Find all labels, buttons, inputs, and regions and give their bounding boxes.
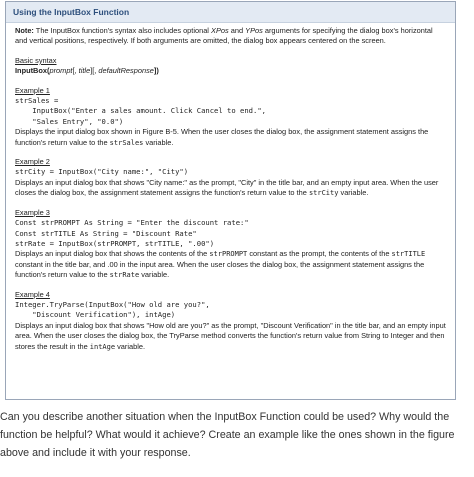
example-3-desc-v2: strTITLE [391,250,426,259]
example-3-desc-v3: strRate [109,271,140,280]
example-2-heading: Example 2 [15,157,50,167]
syntax-prompt: prompt [49,66,73,76]
example-3-description [15,249,446,280]
example-4-desc-var: intAge [89,342,116,351]
note-label: Note: [15,26,34,35]
example-3-desc-v1: strPROMPT [209,250,248,259]
question-text: Can you describe another situation when the InputBox Function could be used? Why would the function be helpful? What would it achieve? Create an example like the ones shown in the figure above and include it with your response. [0,411,455,459]
note-text-1: The InputBox function's syntax also includes optional [33,26,212,35]
example-1-heading: Example 1 [15,85,50,95]
example-3-desc-p4: variable. [139,270,170,280]
example-3 [15,208,446,281]
example-1-desc-end: variable. [143,137,174,147]
example-4-description [15,321,446,352]
example-4 [15,290,446,352]
note-text-2: arguments for specifying the dialog box's horizontal and vertical positions, respectively. If both arguments are omitted, the dialog box appears centered on the screen. [15,26,433,46]
example-4-desc-text: Displays an input dialog box that shows "How old are you?" as the prompt, "Discount Verification" in the title bar, and an empty input area. When the user closes the dialog box, the TryParse method converts the function's return value from String to Integer and then stores the result in the [15,320,446,351]
syntax-sep2: ][, [90,66,99,76]
example-1 [15,86,446,148]
note-ypos: YPos [245,26,263,35]
syntax-fn: InputBox( [15,66,50,76]
syntax-heading: Basic syntax [15,55,57,65]
example-2 [15,157,446,199]
example-2-description [15,178,446,199]
example-3-heading: Example 3 [15,207,50,217]
note-and: and [228,26,246,35]
syntax-line [15,66,159,75]
note-paragraph [15,26,446,47]
syntax-block [15,56,446,77]
example-1-code: strSales = InputBox("Enter a sales amount. Click Cancel to end.", "Sales Entry", "0.0") [15,96,266,126]
example-2-code: strCity = InputBox("City name:", "City") [15,167,189,177]
figure-body [6,23,455,352]
figure-title: Using the InputBox Function [6,2,455,23]
syntax-close: ]) [153,66,159,76]
example-2-desc-var: strCity [308,189,339,198]
example-3-desc-p1: Displays an input dialog box that shows the contents of the [15,249,210,259]
example-1-desc-var: strSales [109,138,144,147]
example-4-code: Integer.TryParse(InputBox("How old are you?", "Discount Verification"), intAge) [15,299,210,320]
example-3-desc-p2: constant as the prompt, the contents of the [247,249,392,259]
syntax-title: title [78,66,91,76]
example-1-description [15,127,446,148]
figure-box [5,1,456,400]
example-2-desc-text: Displays an input dialog box that shows "City name:" as the prompt, "City" in the title bar, and an empty input area. When the user closes the dialog box, the assignment statement assigns the function's return value to the [15,177,439,198]
example-4-desc-end: variable. [115,341,146,351]
example-4-heading: Example 4 [15,289,50,299]
example-2-desc-end: variable. [338,188,369,198]
example-3-code: Const strPROMPT As String = "Enter the discount rate:" Const strTITLE As String = "Discount Rate" strRate = InputBox(strPROMPT, strTITLE, ".00") [15,218,249,248]
example-1-desc-text: Displays the input dialog box shown in Figure B-5. When the user closes the dialog box, the assignment statement assigns the function's return value to the [15,127,429,147]
example-3-desc-p3: constant in the title bar, and .00 in the input area. When the user closes the dialog box, the assignment statement assigns the function's return value to the [15,259,425,280]
syntax-sep1: [, [72,66,79,76]
syntax-default: defaultResponse [98,66,154,76]
note-xpos: XPos [211,26,229,35]
